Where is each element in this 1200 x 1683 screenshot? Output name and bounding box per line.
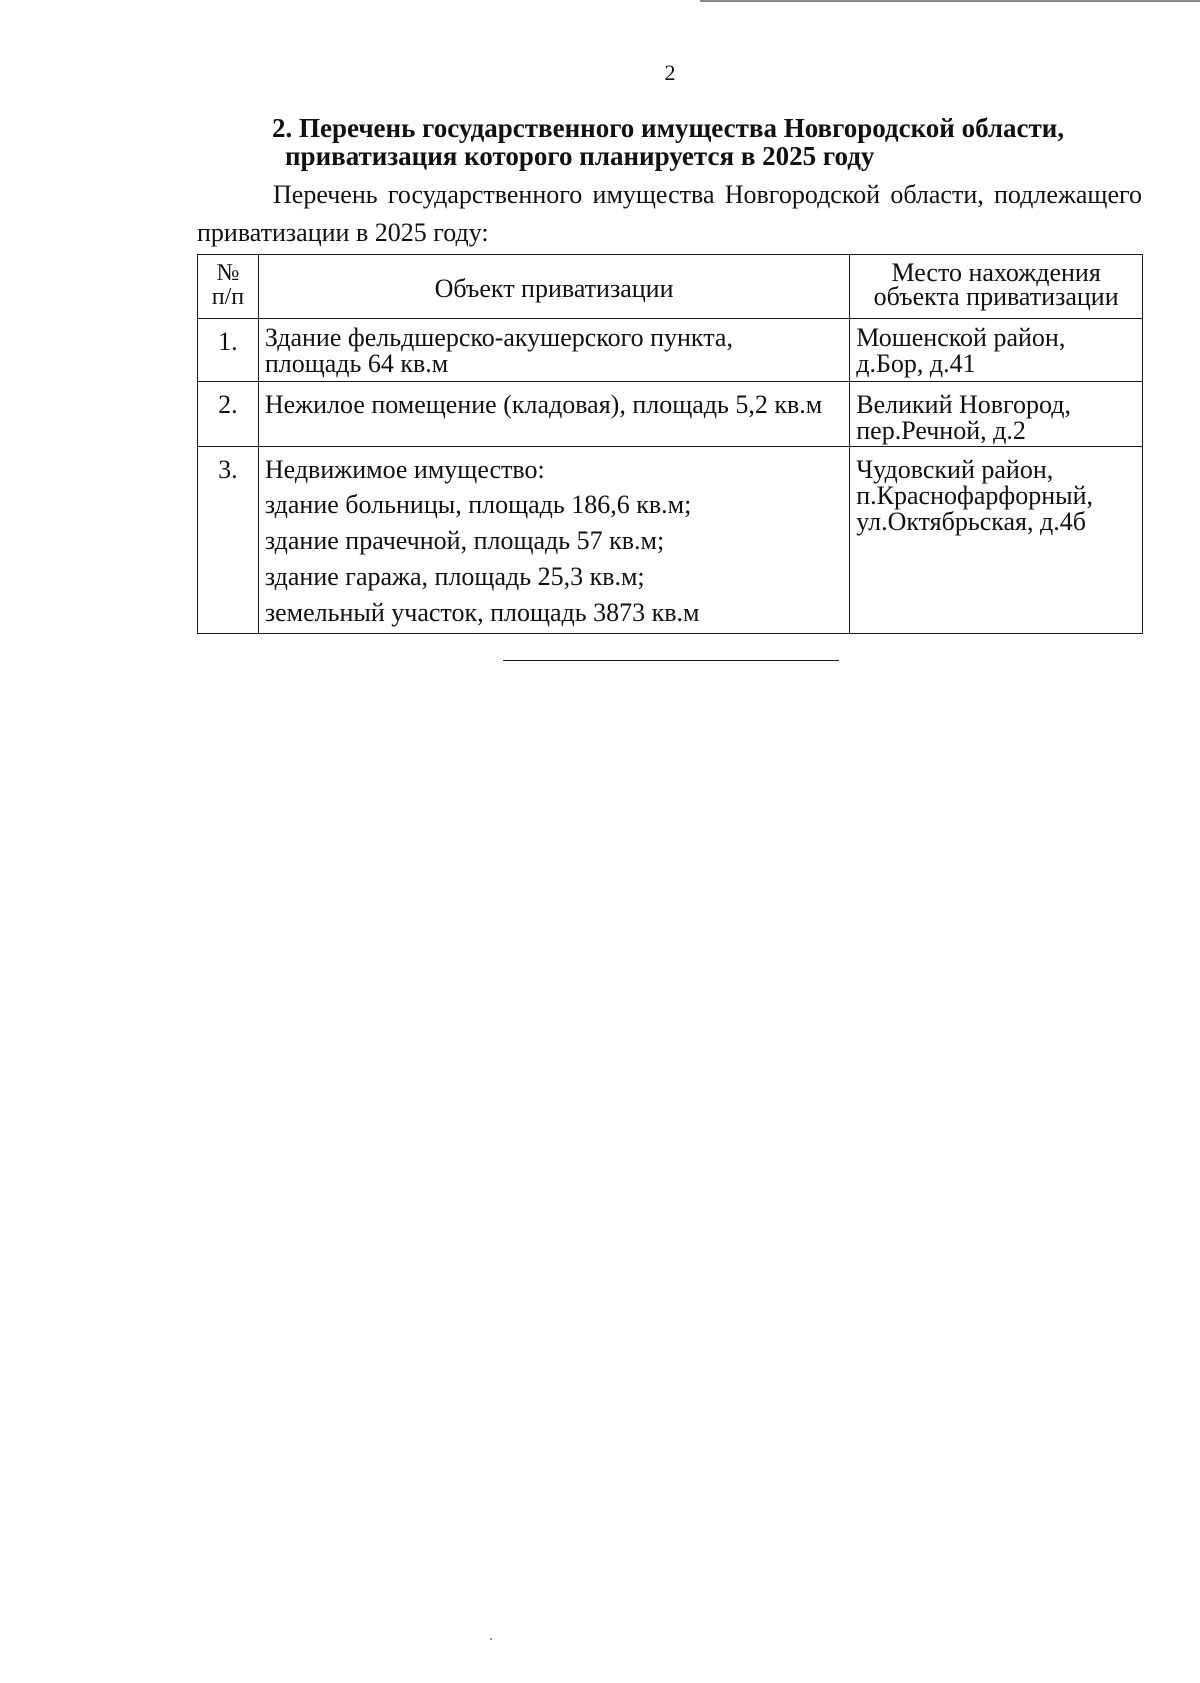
location-line: п.Краснофарфорный, — [856, 481, 1094, 510]
object-line: Нежилое помещение (кладовая), площадь 5,2 кв.м — [264, 390, 823, 419]
table-header-row — [198, 255, 1143, 319]
row-location — [850, 319, 1143, 382]
object-line: Здание фельдшерско-акушерского пункта, — [264, 323, 733, 352]
header-location-line1: Место нахождения — [891, 258, 1101, 287]
row-number: 1. — [198, 319, 259, 382]
row-number: 2. — [198, 382, 259, 447]
section-heading-line2: приватизация которого планируется в 2025 году — [285, 141, 875, 171]
privatization-table — [197, 254, 1143, 634]
header-number-sign: № — [216, 260, 240, 286]
row-object — [258, 382, 849, 447]
location-line: Чудовский район, — [856, 455, 1054, 484]
object-line: здание больницы, площадь 186,6 кв.м; — [264, 490, 692, 519]
header-number-abbr: п/п — [211, 284, 245, 310]
table-row — [198, 319, 1143, 382]
location-line: д.Бор, д.41 — [856, 349, 976, 378]
row-object — [258, 319, 849, 382]
object-line: здание прачечной, площадь 57 кв.м; — [264, 526, 665, 555]
section-heading-line1: 2. Перечень государственного имущества Новгородской области, — [272, 113, 1065, 143]
table-row — [198, 447, 1143, 634]
object-line: Недвижимое имущество: — [264, 455, 545, 484]
scan-speck — [490, 1638, 492, 1640]
object-line: земельный участок, площадь 3873 кв.м — [264, 598, 700, 627]
header-object: Объект приватизации — [258, 255, 849, 319]
header-number — [198, 255, 259, 319]
row-location — [850, 447, 1143, 634]
object-line: здание гаража, площадь 25,3 кв.м; — [264, 562, 645, 591]
header-location — [850, 255, 1143, 319]
object-line: площадь 64 кв.м — [264, 349, 449, 378]
header-location-line2: объекта приватизации — [873, 282, 1119, 311]
location-line: Великий Новгород, — [856, 390, 1072, 419]
row-number: 3. — [198, 447, 259, 634]
end-of-section-rule — [503, 660, 839, 661]
row-location — [850, 382, 1143, 447]
table-row — [198, 382, 1143, 447]
scan-edge-line — [700, 0, 1200, 2]
location-line: ул.Октябрьская, д.4б — [856, 507, 1086, 536]
location-line: Мошенской район, — [856, 323, 1066, 352]
location-line: пер.Речной, д.2 — [856, 416, 1026, 445]
section-heading — [272, 114, 1064, 170]
row-object — [258, 447, 849, 634]
intro-paragraph: Перечень государственного имущества Новгородской области, подлежащего приватизации в 2025 году: — [197, 180, 1142, 247]
page-number: 2 — [664, 60, 676, 85]
